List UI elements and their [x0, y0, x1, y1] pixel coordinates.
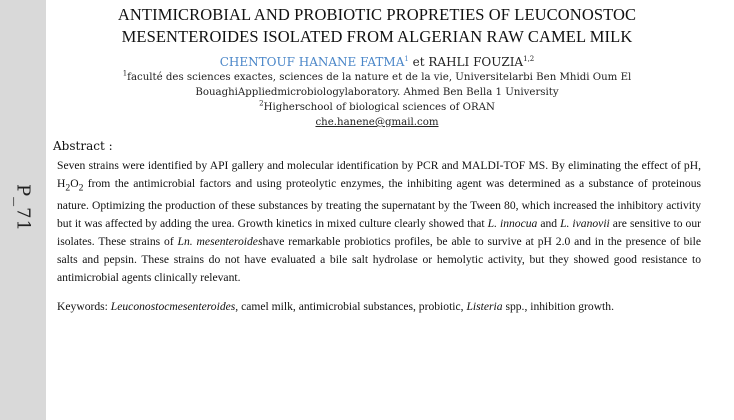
author-2: RAHLI FOUZIA$^{1,2}$ [428, 55, 535, 69]
poster-code: P_71 [12, 183, 34, 233]
author-1: CHENTOUF HANANE FATMA$^1$ [219, 55, 409, 69]
abstract-heading: Abstract : [53, 139, 113, 153]
title-line-2: MESENTEROIDES ISOLATED FROM ALGERIAN RAW CAMEL MILK [121, 27, 633, 46]
title-line-1: ANTIMICROBIAL AND PROBIOTIC PROPRETIES OF LEUCONOSTOC [117, 5, 637, 24]
paper-content [53, 0, 701, 316]
paper-title [53, 4, 701, 48]
abstract-body: Seven strains were identified by API gallery and molecular identification by PCR and MALDI-TOF MS. By eliminating the effect of pH, $H_2O_2$ from the antimicrobial factors and using proteolytic enzymes, the inhibiting agent was determined as a substance of proteinous nature. Optimizing the production of these substances by treating the supernatant by the Tween 80, which increased the inhibitory activity but it was affected by adding the urea. Growth kinetics in mixed culture clearly showed that L. innocua and L. ivanovii are sensitive to our isolates. These strains of Ln. mesenteroideshave remarkable probiotics profiles, be able to survive at pH 2.0 and in the presence of bile salts and pepsin. These strains do not have evaluated a bile salt hydrolase or hemolytic activity, but they showed good resistance to antimicrobial agents clinically relevant. [57, 159, 701, 285]
affiliation-2: $^2$Higherschool of biological sciences of ORAN [259, 99, 495, 113]
keywords: Keywords: Leuconostocmesenteroides, camel milk, antimicrobial substances, probiotic, Listeria spp., inhibition growth. [57, 300, 614, 314]
keywords-label: Keywords: [57, 300, 111, 314]
affiliation-1: $^1$faculté des sciences exactes, sciences de la nature et de la vie, Universitelarbi Ben Mhidi Oum El BouaghiAppliedmicrobiologylaboratory. Ahmed Ben Bella 1 University [122, 69, 632, 98]
author-email[interactable]: che.hanene@gmail.com [315, 117, 439, 128]
side-margin-bar [0, 0, 46, 420]
author-list [53, 54, 701, 70]
author-conjunction: et [408, 55, 429, 69]
